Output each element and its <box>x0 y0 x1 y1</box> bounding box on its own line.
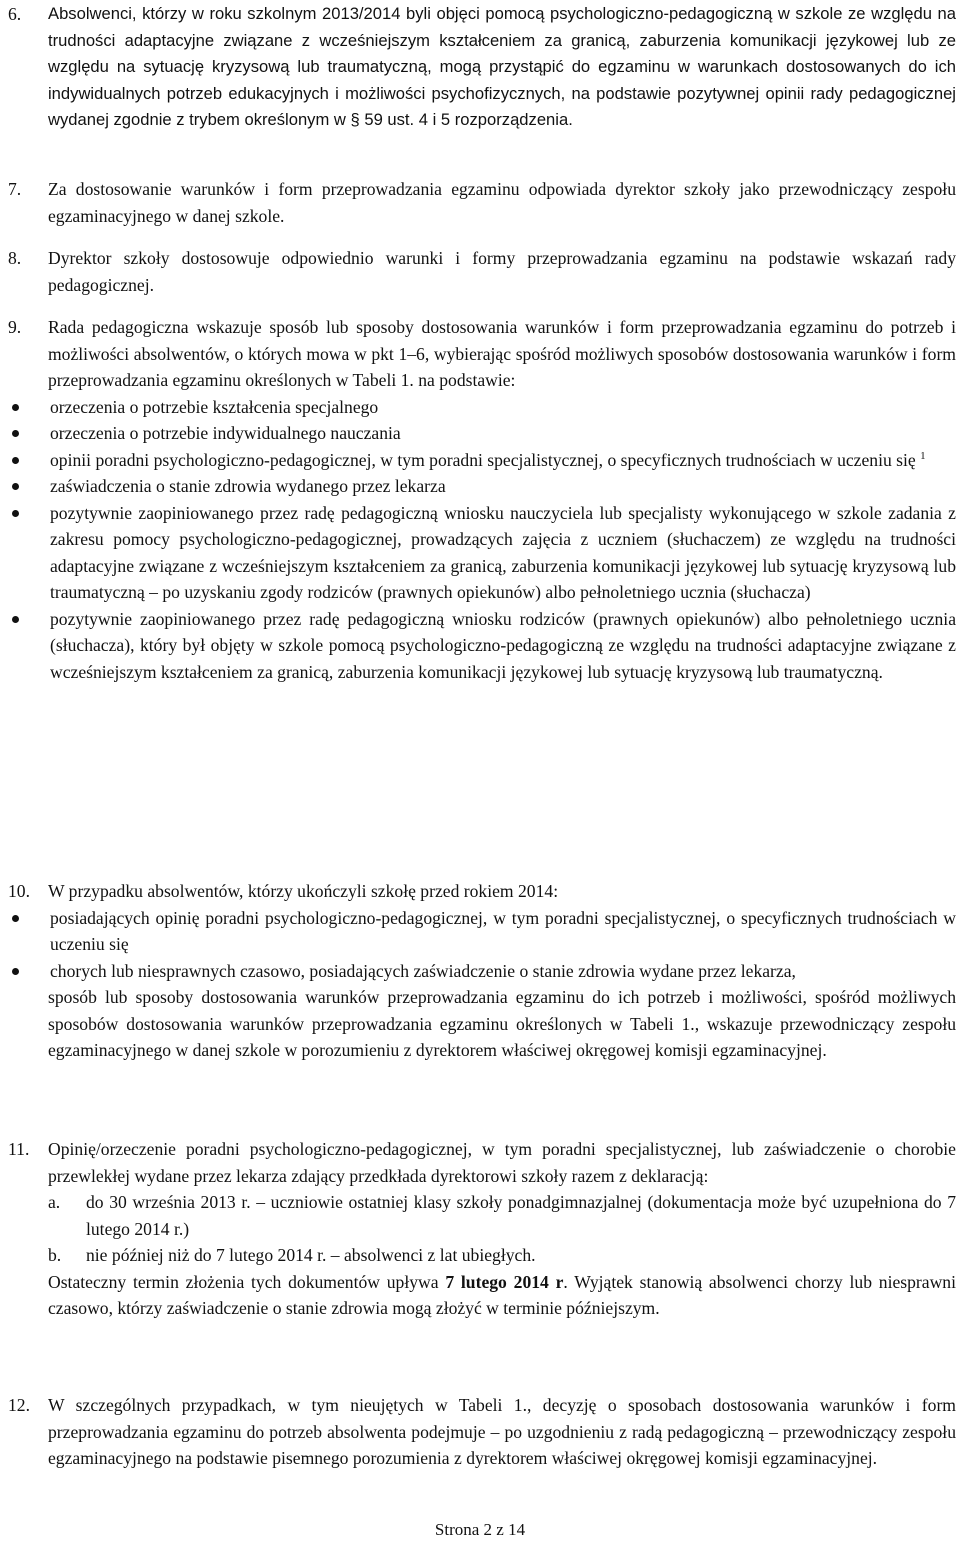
paragraph-text <box>48 314 956 685</box>
paragraph-10 <box>8 878 956 1064</box>
paragraph-number: 12. <box>8 1395 30 1415</box>
list-item-text: opinii poradni psychologiczno-pedagogicznej, w tym poradni specjalistycznej, o specyficznych trudnościach w uczeniu się <box>50 449 916 470</box>
paragraph-intro: Rada pedagogiczna wskazuje sposób lub sposoby dostosowania warunków i form przeprowadzania egzaminu do potrzeb i możliwości absolwentów, o których mowa w pkt 1–6, wybierając spośród możliwych sposobów dostosowania warunków i form przeprowadzania egzaminu określonych w Tabeli 1. na podstawie: <box>48 317 956 390</box>
paragraph-text: Dyrektor szkoły dostosowuje odpowiednio warunki i formy przeprowadzania egzaminu na podstawie wskazań rady pedagogicznej. <box>48 248 956 295</box>
list-item <box>8 447 956 474</box>
paragraph-12 <box>8 1392 956 1472</box>
deadline-note <box>48 1269 956 1322</box>
list-item <box>8 500 956 606</box>
paragraph-6 <box>8 1 956 134</box>
paragraph-text <box>48 878 956 1064</box>
paragraph-number: 6. <box>8 4 22 24</box>
list-item-letter: b. <box>48 1245 62 1265</box>
list-item-text: pozytywnie zaopiniowanego przez radę pedagogiczną wniosku rodziców (prawnych opiekunów) albo pełnoletniego ucznia (słuchacza), który był objęty w szkole pomocą psychologiczno-pedagogiczną ze względu na trudności adaptacyjne związane z wcześniejszym kształceniem za granicą, zaburzenia komunikacji językowej lub sytuację kryzysową lub traumatyczną. <box>50 608 956 682</box>
list-item-text: do 30 września 2013 r. – uczniowie ostatniej klasy szkoły ponadgimnazjalnej (dokumentacja może być uzupełniona do 7 lutego 2014 r.) <box>86 1192 956 1239</box>
list-item-text: zaświadczenia o stanie zdrowia wydanego przez lekarza <box>50 476 446 496</box>
deadline-text: Ostateczny termin złożenia tych dokumentów upływa <box>48 1271 446 1292</box>
list-item <box>48 1242 956 1269</box>
bullet-icon <box>12 483 19 490</box>
paragraph-9 <box>8 314 956 685</box>
paragraph-intro: Opinię/orzeczenie poradni psychologiczno-pedagogicznej, w tym poradni specjalistycznej, lub zaświadczenie o chorobie przewlekłej wydane przez lekarza zdający przedkłada dyrektorowi szkoły razem z deklaracją: <box>48 1139 956 1186</box>
paragraph-number: 7. <box>8 179 22 199</box>
list-item <box>8 394 956 421</box>
paragraph-intro: W przypadku absolwentów, którzy ukończyli szkołę przed rokiem 2014: <box>48 881 559 901</box>
deadline-text-end: . Wyjątek stanowią absolwenci chorzy lub niesprawni czasowo, którzy zaświadczenie o stanie zdrowia mogą złożyć w terminie późniejszym. <box>48 1271 956 1318</box>
list-item <box>8 420 956 447</box>
paragraph-11 <box>8 1136 956 1322</box>
footnote-marker: 1 <box>920 449 926 462</box>
paragraph-8 <box>8 245 956 298</box>
paragraph-7 <box>8 176 956 229</box>
paragraph-number: 9. <box>8 317 22 337</box>
deadline-date: 7 lutego 2014 r <box>445 1271 564 1292</box>
bullet-icon <box>12 404 19 411</box>
list-item <box>48 1189 956 1242</box>
paragraph-number: 11. <box>8 1139 30 1159</box>
paragraph-text: Za dostosowanie warunków i form przeprowadzania egzaminu odpowiada dyrektor szkoły jako przewodniczący zespołu egzaminacyjnego w danej szkole. <box>48 179 956 226</box>
bullet-list <box>8 905 956 985</box>
bullet-icon <box>12 510 19 517</box>
list-item-text: nie później niż do 7 lutego 2014 r. – absolwenci z lat ubiegłych. <box>86 1245 536 1265</box>
paragraph-text: Absolwenci, którzy w roku szkolnym 2013/2014 byli objęci pomocą psychologiczno-pedagogiczną w szkole ze względu na trudności adaptacyjne związane z wcześniejszym kształceniem za granicą, zaburzenia komunikacji językowej lub ze względu na sytuację kryzysową lub traumatyczną, mogą przystąpić do egzaminu w warunkach dostosowanych do ich indywidualnych potrzeb edukacyjnych i możliwości psychofizycznych, na podstawie pozytywnej opinii rady pedagogicznej wydanej zgodnie z trybem określonym w § 59 ust. 4 i 5 rozporządzenia. <box>48 4 956 129</box>
list-item-letter: a. <box>48 1192 61 1212</box>
list-item <box>8 958 956 985</box>
page-footer: Strona 2 z 14 <box>434 1520 526 1539</box>
list-item-text: orzeczenia o potrzebie kształcenia specjalnego <box>50 396 379 417</box>
paragraph-outro: sposób lub sposoby dostosowania warunków przeprowadzania egzaminu do ich potrzeb i możliwości, spośród możliwych sposobów dostosowania warunków przeprowadzania egzaminu określonych w Tabeli 1., wskazuje przewodniczący zespołu egzaminacyjnego w danej szkole w porozumieniu z dyrektorem właściwej okręgowej komisji egzaminacyjnej. <box>48 987 956 1060</box>
lettered-list <box>48 1189 956 1269</box>
bullet-icon <box>12 616 19 623</box>
list-item <box>8 905 956 958</box>
paragraph-number: 10. <box>8 881 30 901</box>
list-item-text: orzeczenia o potrzebie indywidualnego nauczania <box>50 423 401 443</box>
bullet-icon <box>12 457 19 464</box>
bullet-icon <box>12 968 19 975</box>
list-item-text: pozytywnie zaopiniowanego przez radę pedagogiczną wniosku nauczyciela lub specjalisty wykonującego w szkole zadania z zakresu pomocy psychologiczno-pedagogicznej, prowadzących zajęcia z uczniem (słuchaczem) ze względu na trudności adaptacyjne związane z wcześniejszym kształceniem za granicą, zaburzenia komunikacji językowej lub sytuację kryzysową lub traumatyczną – po uzyskaniu zgody rodziców (prawnych opiekunów) albo pełnoletniego ucznia (słuchacza) <box>50 502 956 602</box>
bullet-icon <box>12 430 19 437</box>
list-item-text: chorych lub niesprawnych czasowo, posiadających zaświadczenie o stanie zdrowia wydane przez lekarza, <box>50 960 796 981</box>
list-item <box>8 606 956 686</box>
paragraph-text: W szczególnych przypadkach, w tym nieujętych w Tabeli 1., decyzję o sposobach dostosowania warunków i form przeprowadzania egzaminu do potrzeb absolwenta podejmuje – po uzgodnieniu z radą pedagogiczną – przewodniczący zespołu egzaminacyjnego na podstawie pisemnego porozumienia z dyrektorem właściwej okręgowej komisji egzaminacyjnej. <box>48 1395 956 1468</box>
paragraph-number: 8. <box>8 248 22 268</box>
list-item-text: posiadających opinię poradni psychologiczno-pedagogicznej, w tym poradni specjalistycznej, o specyficznych trudnościach w uczeniu się <box>50 907 956 954</box>
list-item <box>8 473 956 500</box>
bullet-list <box>8 394 956 686</box>
bullet-icon <box>12 915 19 922</box>
paragraph-text <box>48 1136 956 1322</box>
